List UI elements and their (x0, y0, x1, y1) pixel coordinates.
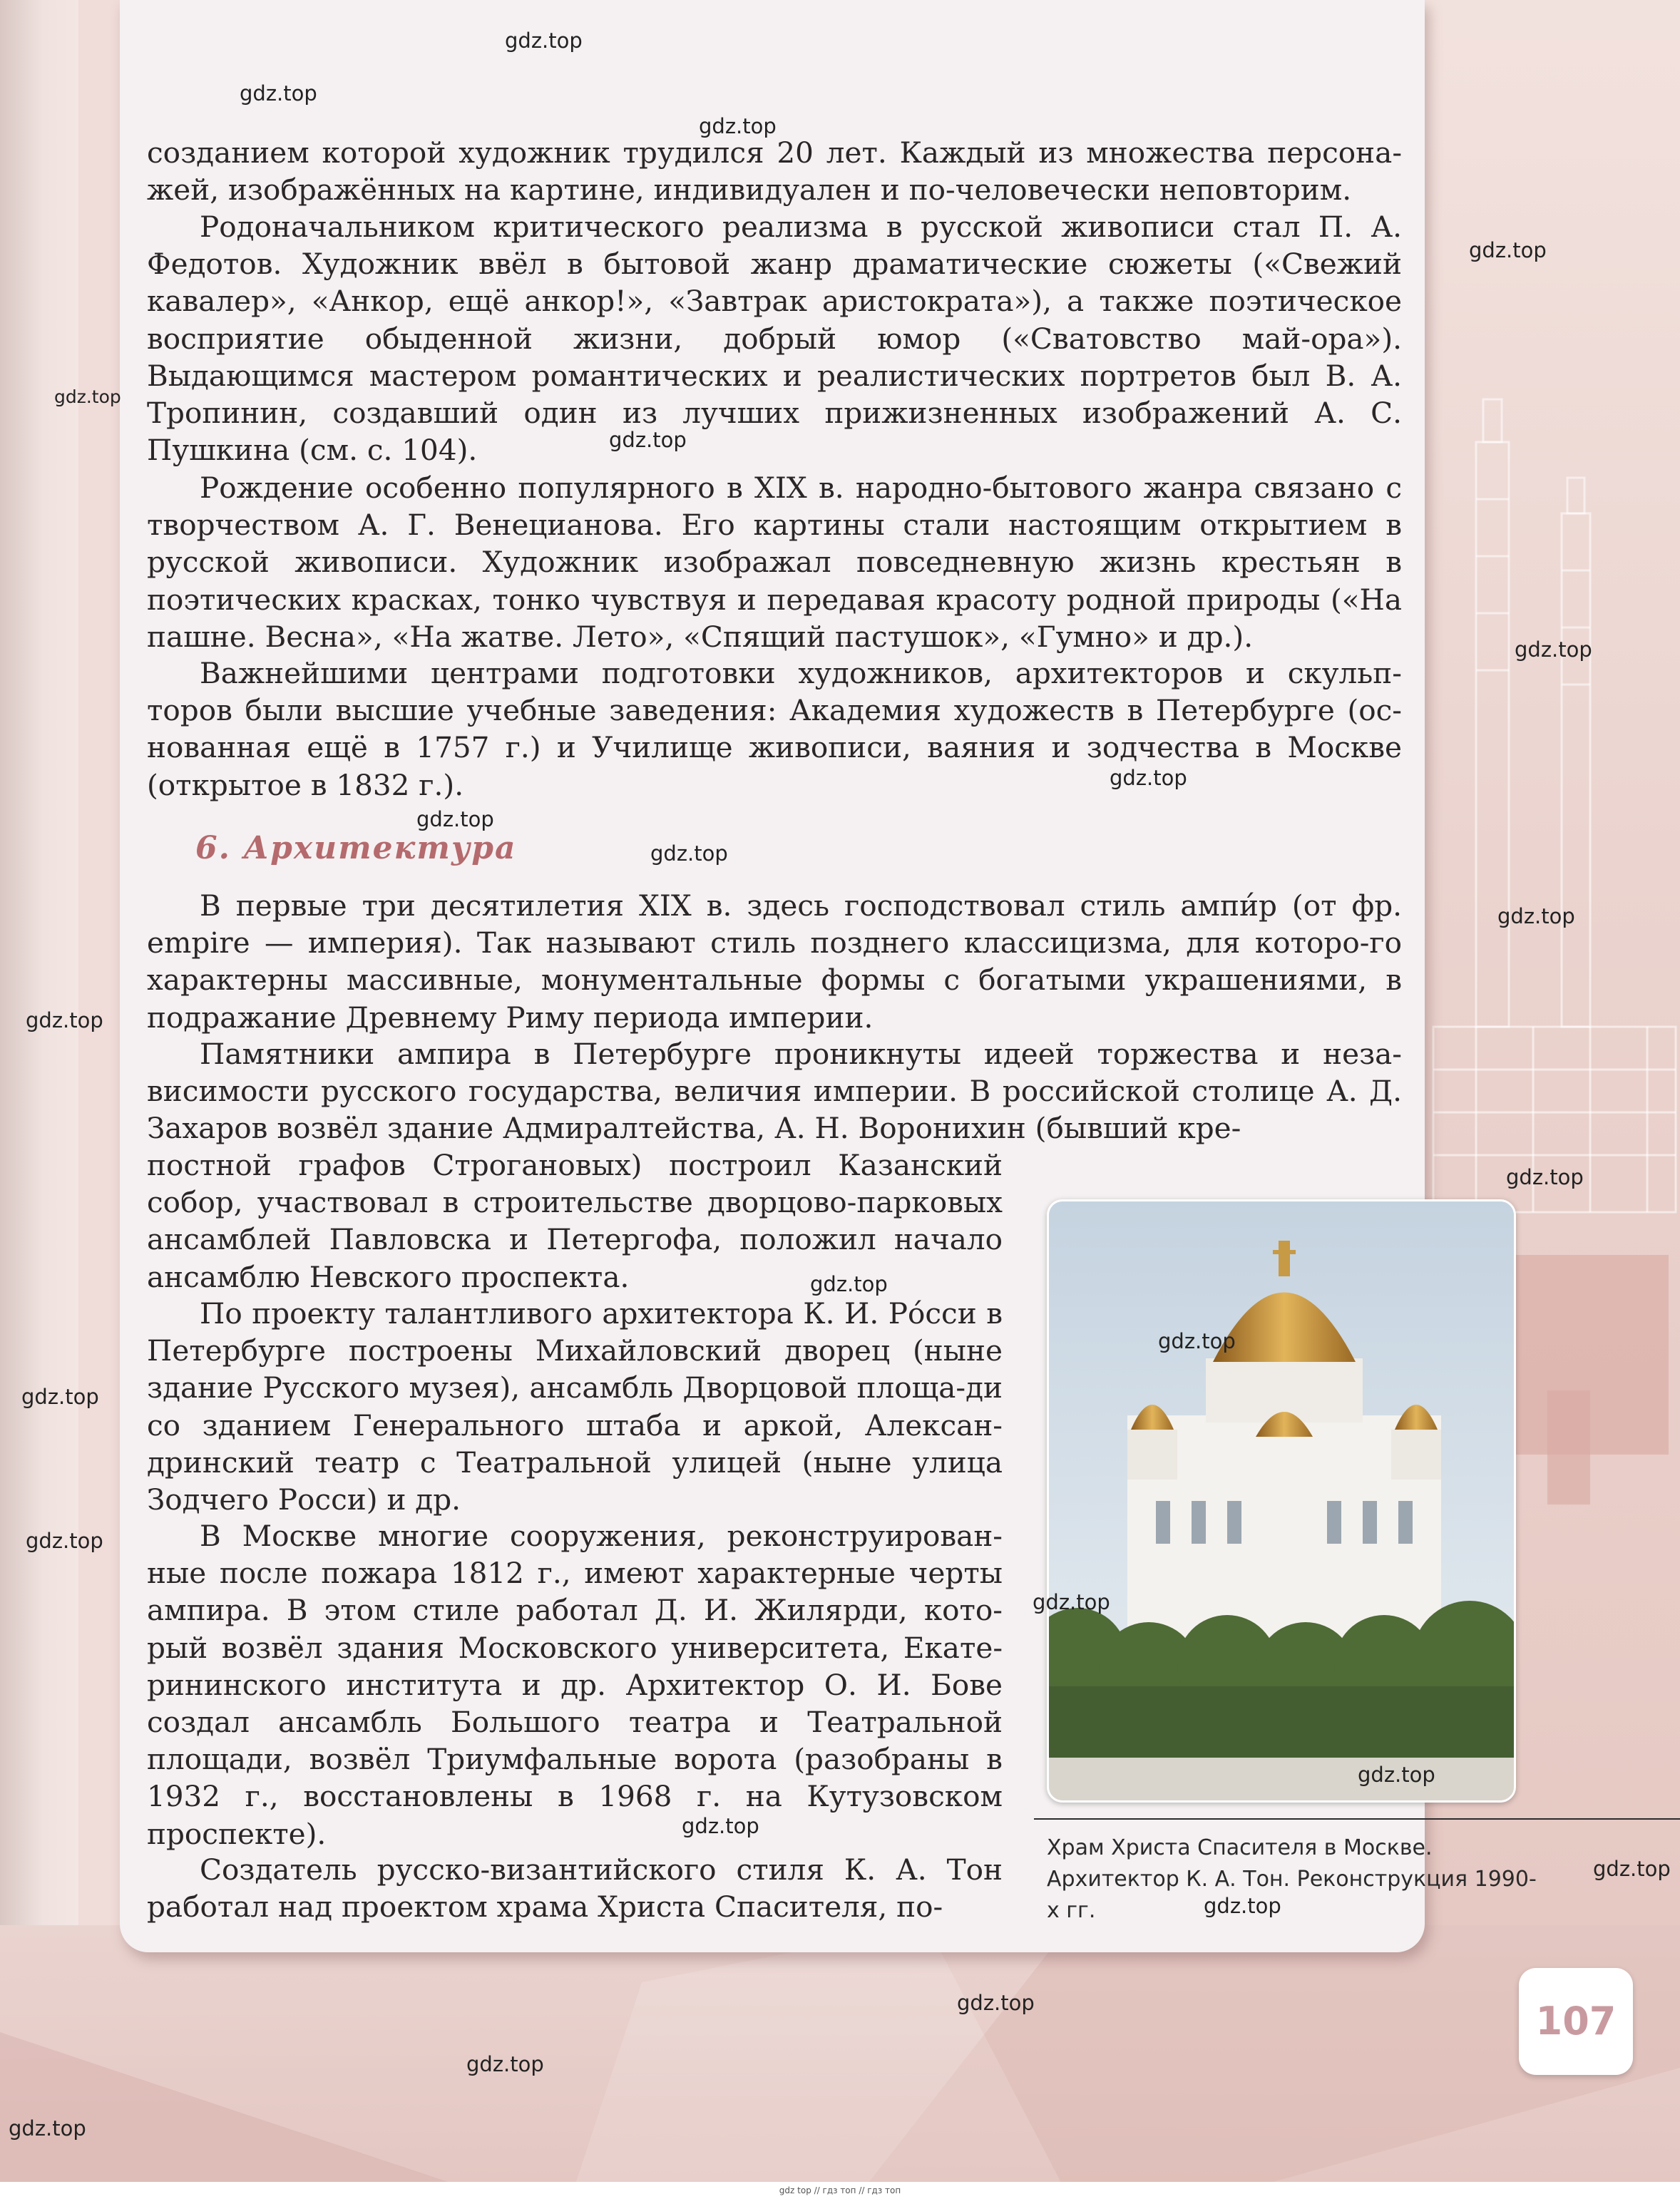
paragraph: созданием которой художник трудился 20 лет. Каждый из множества персона-жей, изображённых на картине, индивидуален и по-человечески неповторим. (147, 135, 1402, 207)
page-number-badge (1519, 1968, 1633, 2075)
watermark: gdz.top (1358, 1763, 1435, 1787)
watermark: gdz.top (699, 114, 777, 138)
watermark: gdz.top (466, 2052, 544, 2076)
decorative-background-bottom (0, 1925, 1680, 2199)
section-heading: 6. Архитектура (195, 830, 517, 866)
watermark: gdz.top (416, 807, 494, 831)
bottom-watermark-strip: gdz top // гдз топ // гдз топ (0, 2182, 1680, 2199)
bottom-shapes (0, 1925, 1680, 2199)
watermark: gdz.top (1158, 1329, 1236, 1353)
watermark: gdz.top (240, 81, 317, 106)
watermark: gdz.top (1204, 1894, 1281, 1918)
caption-rule (1034, 1818, 1680, 1820)
watermark: gdz.top (682, 1814, 759, 1838)
watermark: gdz.top (21, 1385, 99, 1409)
watermark: gdz.top (609, 428, 687, 452)
watermark: gdz.top (26, 1529, 103, 1553)
paragraph: Памятники ампира в Петербурге проникнуты идеей торжества и неза-висимости русского государства, величия империи. В российской столице А. Д. Захаров возвёл здание Адмиралтейства, А. Н. Воронихин (бывший кре- (147, 1037, 1402, 1146)
watermark: gdz.top (1033, 1590, 1110, 1614)
cathedral-photo (1047, 1199, 1516, 1803)
paragraph: Родоначальником критического реализма в русской живописи стал П. А. Федотов. Художник ввёл в бытовой жанр драматические сюжеты («Свежий кавалер», «Анкор, ещё анкор!», «Завтрак аристократа»), а также поэтическое восприятие обыденной жизни, добрый юмор («Сватовство май-ора»). Выдающимся мастером романтических и реалистических портретов был В. А. Тропинин, создавший один из лучших прижизненных изображений А. С. Пушкина (см. с. 104). (147, 210, 1402, 468)
watermark: gdz.top (1506, 1165, 1584, 1189)
paragraph: В первые три десятилетия XIX в. здесь господствовал стиль ампи́р (от фр. empire — империя). Так называют стиль позднего классицизма, для которо-го характерны массивные, монументальные формы с богатыми украшениями, в подражание Древнему Риму периода империи. (147, 888, 1402, 1035)
paragraph: Создатель русско-византийского стиля К. А. Тон работал над проектом храма Христа Спасителя, по- (147, 1852, 1003, 1924)
paragraph: Рождение особенно популярного в XIX в. народно-бытового жанра связано с творчеством А. Г. Венецианова. Его картины стали настоящим открытием в русской живописи. Художник изображал повседневную жизнь крестьян в поэтических красках, тонко чувствуя и передавая красоту родной природы («На пашне. Весна», «На жатве. Лето», «Спящий пастушок», «Гумно» и др.). (147, 471, 1402, 654)
paragraph: постной графов Строгановых) построил Казанский собор, участвовал в строительстве дворцово-парковых ансамблей Павловска и Петергофа, положил начало ансамблю Невского проспекта. (147, 1148, 1003, 1294)
paragraph: В Москве многие сооружения, реконструирован-ные после пожара 1812 г., имеют характерные черты ампира. В этом стиле работал Д. И. Жилярди, кото-рый возвёл здания Московского университета, Екате-рининского института и др. Архитектор О. И. Бове создал ансамбль Большого театра и Театральной площади, возвёл Триумфальные ворота (разобраны в 1932 г., восстановлены в 1968 г. на Кутузовском проспекте). (147, 1519, 1003, 1851)
photo-caption: Храм Христа Спасителя в Москве. Архитектор К. А. Тон. Реконструкция 1990-х гг. (1047, 1835, 1537, 1923)
watermark: gdz.top (1515, 637, 1592, 662)
paragraph: Важнейшими центрами подготовки художников, архитекторов и скульп-торов были высшие учебные заведения: Академия художеств в Петербурге (ос-нованная ещё в 1757 г.) и Училище живописи, ваяния и зодчества в Москве (открытое в 1832 г.). (147, 656, 1402, 802)
watermark: gdz.top (1469, 238, 1547, 262)
watermark: gdz.top (9, 2116, 86, 2141)
watermark: gdz.top (26, 1008, 103, 1032)
watermark: gdz.top (1497, 904, 1575, 928)
watermark: gdz.top (505, 29, 583, 53)
watermark: gdz.top (810, 1272, 888, 1296)
watermark: gdz.top (54, 386, 121, 407)
watermark: gdz.top (957, 1991, 1035, 2015)
page-spine-shadow (0, 0, 78, 2199)
page-number: 107 (1535, 1999, 1617, 2044)
paragraph: По проекту талантливого архитектора К. И. Ро́сси в Петербурге построены Михайловский дворец (ныне здание Русского музея), ансамбль Дворцовой площа-ди со зданием Генерального штаба и аркой, Алексан-дринский театр с Театральной улицей (ныне улица Зодчего Росси) и др. (147, 1296, 1003, 1517)
watermark: gdz.top (1110, 766, 1187, 790)
watermark: gdz.top (1593, 1857, 1671, 1881)
watermark: gdz.top (650, 841, 728, 866)
cathedral-illustration (1049, 1201, 1514, 1800)
